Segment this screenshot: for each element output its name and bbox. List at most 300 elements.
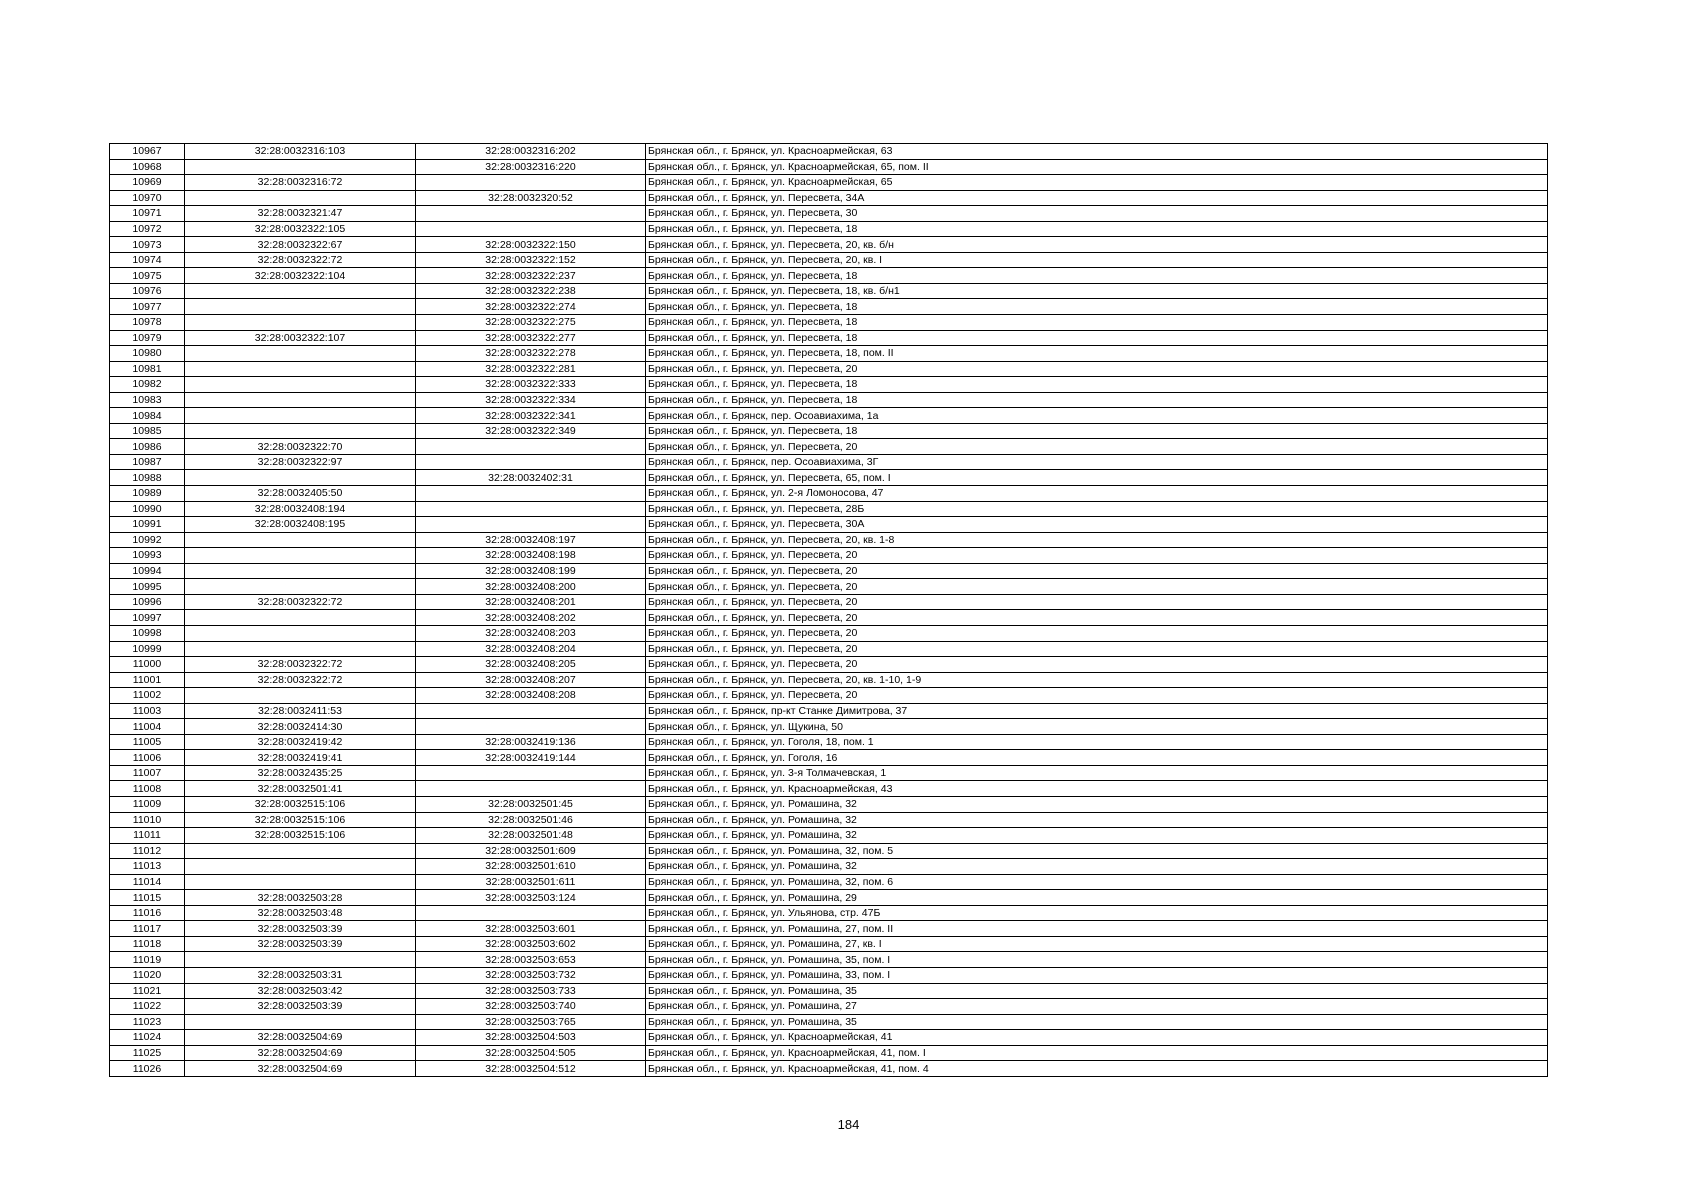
table-row bbox=[110, 905, 1548, 921]
table-row bbox=[110, 268, 1548, 284]
row-number-cell: 10967 bbox=[110, 144, 185, 160]
building-cadastral-cell: 32:28:0032408:203 bbox=[416, 625, 646, 641]
row-number-cell: 11020 bbox=[110, 967, 185, 983]
address-cell: Брянская обл., г. Брянск, ул. Пересвета, 20 bbox=[646, 439, 1548, 455]
row-number-cell: 10984 bbox=[110, 408, 185, 424]
row-number-cell: 10995 bbox=[110, 579, 185, 595]
table-row bbox=[110, 1014, 1548, 1030]
row-number-cell: 11008 bbox=[110, 781, 185, 797]
parcel-cadastral-cell: 32:28:0032322:72 bbox=[185, 657, 416, 673]
parcel-cadastral-cell bbox=[185, 377, 416, 393]
address-cell: Брянская обл., г. Брянск, ул. Красноармейская, 41, пом. 4 bbox=[646, 1061, 1548, 1077]
parcel-cadastral-cell: 32:28:0032405:50 bbox=[185, 486, 416, 502]
address-cell: Брянская обл., г. Брянск, ул. 3-я Толмачевская, 1 bbox=[646, 765, 1548, 781]
parcel-cadastral-cell: 32:28:0032321:47 bbox=[185, 206, 416, 222]
address-cell: Брянская обл., г. Брянск, ул. Пересвета, 20 bbox=[646, 641, 1548, 657]
table-row bbox=[110, 346, 1548, 362]
building-cadastral-cell: 32:28:0032408:198 bbox=[416, 548, 646, 564]
building-cadastral-cell: 32:28:0032322:334 bbox=[416, 392, 646, 408]
building-cadastral-cell: 32:28:0032503:602 bbox=[416, 936, 646, 952]
table-row bbox=[110, 641, 1548, 657]
parcel-cadastral-cell: 32:28:0032322:104 bbox=[185, 268, 416, 284]
row-number-cell: 11000 bbox=[110, 657, 185, 673]
address-cell: Брянская обл., г. Брянск, ул. Пересвета, 20 bbox=[646, 594, 1548, 610]
page-number: 184 bbox=[837, 1117, 860, 1132]
parcel-cadastral-cell: 32:28:0032501:41 bbox=[185, 781, 416, 797]
parcel-cadastral-cell: 32:28:0032408:194 bbox=[185, 501, 416, 517]
table-row bbox=[110, 361, 1548, 377]
table-row bbox=[110, 517, 1548, 533]
parcel-cadastral-cell bbox=[185, 408, 416, 424]
parcel-cadastral-cell: 32:28:0032504:69 bbox=[185, 1061, 416, 1077]
table-row bbox=[110, 1030, 1548, 1046]
parcel-cadastral-cell: 32:28:0032322:97 bbox=[185, 454, 416, 470]
row-number-cell: 10992 bbox=[110, 532, 185, 548]
table-row bbox=[110, 828, 1548, 844]
address-cell: Брянская обл., г. Брянск, ул. Пересвета, 18, пом. II bbox=[646, 346, 1548, 362]
building-cadastral-cell: 32:28:0032408:197 bbox=[416, 532, 646, 548]
table-row bbox=[110, 299, 1548, 315]
address-cell: Брянская обл., г. Брянск, ул. Ромашина, 33, пом. I bbox=[646, 967, 1548, 983]
row-number-cell: 10983 bbox=[110, 392, 185, 408]
table-row bbox=[110, 750, 1548, 766]
building-cadastral-cell: 32:28:0032504:503 bbox=[416, 1030, 646, 1046]
row-number-cell: 11012 bbox=[110, 843, 185, 859]
parcel-cadastral-cell: 32:28:0032322:72 bbox=[185, 252, 416, 268]
parcel-cadastral-cell: 32:28:0032503:31 bbox=[185, 967, 416, 983]
row-number-cell: 11010 bbox=[110, 812, 185, 828]
table-row bbox=[110, 439, 1548, 455]
building-cadastral-cell bbox=[416, 765, 646, 781]
parcel-cadastral-cell: 32:28:0032515:106 bbox=[185, 828, 416, 844]
parcel-cadastral-cell: 32:28:0032503:28 bbox=[185, 890, 416, 906]
row-number-cell: 11004 bbox=[110, 719, 185, 735]
table-row bbox=[110, 890, 1548, 906]
address-cell: Брянская обл., г. Брянск, ул. Пересвета, 18 bbox=[646, 392, 1548, 408]
parcel-cadastral-cell: 32:28:0032503:39 bbox=[185, 936, 416, 952]
table-row bbox=[110, 765, 1548, 781]
address-cell: Брянская обл., г. Брянск, ул. Гоголя, 16 bbox=[646, 750, 1548, 766]
table-row bbox=[110, 159, 1548, 175]
parcel-cadastral-cell: 32:28:0032504:69 bbox=[185, 1045, 416, 1061]
building-cadastral-cell: 32:28:0032408:208 bbox=[416, 688, 646, 704]
building-cadastral-cell: 32:28:0032322:277 bbox=[416, 330, 646, 346]
building-cadastral-cell: 32:28:0032503:765 bbox=[416, 1014, 646, 1030]
building-cadastral-cell: 32:28:0032501:48 bbox=[416, 828, 646, 844]
address-cell: Брянская обл., г. Брянск, ул. Пересвета, 18 bbox=[646, 330, 1548, 346]
parcel-cadastral-cell bbox=[185, 625, 416, 641]
row-number-cell: 10969 bbox=[110, 175, 185, 191]
parcel-cadastral-cell bbox=[185, 470, 416, 486]
table-row bbox=[110, 967, 1548, 983]
row-number-cell: 10972 bbox=[110, 221, 185, 237]
address-cell: Брянская обл., г. Брянск, ул. Пересвета, 18 bbox=[646, 221, 1548, 237]
building-cadastral-cell: 32:28:0032322:275 bbox=[416, 315, 646, 331]
table-row bbox=[110, 579, 1548, 595]
table-row bbox=[110, 843, 1548, 859]
parcel-cadastral-cell bbox=[185, 548, 416, 564]
building-cadastral-cell: 32:28:0032322:152 bbox=[416, 252, 646, 268]
parcel-cadastral-cell bbox=[185, 346, 416, 362]
address-cell: Брянская обл., г. Брянск, ул. Пересвета, 65, пом. I bbox=[646, 470, 1548, 486]
address-cell: Брянская обл., г. Брянск, ул. Пересвета, 20, кв. 1-10, 1-9 bbox=[646, 672, 1548, 688]
table-row bbox=[110, 252, 1548, 268]
parcel-cadastral-cell: 32:28:0032316:72 bbox=[185, 175, 416, 191]
row-number-cell: 10979 bbox=[110, 330, 185, 346]
table-row bbox=[110, 1045, 1548, 1061]
parcel-cadastral-cell: 32:28:0032414:30 bbox=[185, 719, 416, 735]
address-cell: Брянская обл., г. Брянск, ул. Пересвета, 30А bbox=[646, 517, 1548, 533]
building-cadastral-cell bbox=[416, 175, 646, 191]
table-row bbox=[110, 921, 1548, 937]
building-cadastral-cell: 32:28:0032322:150 bbox=[416, 237, 646, 253]
table-row bbox=[110, 625, 1548, 641]
address-cell: Брянская обл., г. Брянск, пер. Осоавиахима, 3Г bbox=[646, 454, 1548, 470]
address-cell: Брянская обл., г. Брянск, ул. Пересвета, 20 bbox=[646, 361, 1548, 377]
row-number-cell: 11025 bbox=[110, 1045, 185, 1061]
address-cell: Брянская обл., г. Брянск, ул. Пересвета, 18 bbox=[646, 423, 1548, 439]
building-cadastral-cell: 32:28:0032408:204 bbox=[416, 641, 646, 657]
row-number-cell: 10996 bbox=[110, 594, 185, 610]
parcel-cadastral-cell: 32:28:0032322:107 bbox=[185, 330, 416, 346]
building-cadastral-cell: 32:28:0032322:238 bbox=[416, 283, 646, 299]
table-row bbox=[110, 486, 1548, 502]
table-row bbox=[110, 454, 1548, 470]
row-number-cell: 11022 bbox=[110, 999, 185, 1015]
address-cell: Брянская обл., г. Брянск, ул. Пересвета, 20 bbox=[646, 657, 1548, 673]
parcel-cadastral-cell bbox=[185, 392, 416, 408]
row-number-cell: 10975 bbox=[110, 268, 185, 284]
building-cadastral-cell: 32:28:0032408:205 bbox=[416, 657, 646, 673]
address-cell: Брянская обл., г. Брянск, пер. Осоавиахима, 1а bbox=[646, 408, 1548, 424]
address-cell: Брянская обл., г. Брянск, ул. Пересвета, 20, кв. 1-8 bbox=[646, 532, 1548, 548]
row-number-cell: 11016 bbox=[110, 905, 185, 921]
address-cell: Брянская обл., г. Брянск, ул. Щукина, 50 bbox=[646, 719, 1548, 735]
row-number-cell: 11007 bbox=[110, 765, 185, 781]
parcel-cadastral-cell bbox=[185, 361, 416, 377]
row-number-cell: 11006 bbox=[110, 750, 185, 766]
building-cadastral-cell bbox=[416, 439, 646, 455]
building-cadastral-cell: 32:28:0032322:333 bbox=[416, 377, 646, 393]
row-number-cell: 11024 bbox=[110, 1030, 185, 1046]
table-row bbox=[110, 796, 1548, 812]
row-number-cell: 10971 bbox=[110, 206, 185, 222]
row-number-cell: 11018 bbox=[110, 936, 185, 952]
building-cadastral-cell bbox=[416, 501, 646, 517]
parcel-cadastral-cell: 32:28:0032411:53 bbox=[185, 703, 416, 719]
row-number-cell: 10977 bbox=[110, 299, 185, 315]
building-cadastral-cell: 32:28:0032501:46 bbox=[416, 812, 646, 828]
address-cell: Брянская обл., г. Брянск, ул. Ромашина, 35 bbox=[646, 983, 1548, 999]
row-number-cell: 10987 bbox=[110, 454, 185, 470]
parcel-cadastral-cell: 32:28:0032322:67 bbox=[185, 237, 416, 253]
address-cell: Брянская обл., г. Брянск, ул. Красноармейская, 63 bbox=[646, 144, 1548, 160]
building-cadastral-cell bbox=[416, 781, 646, 797]
address-cell: Брянская обл., г. Брянск, ул. Ромашина, 35 bbox=[646, 1014, 1548, 1030]
table-row bbox=[110, 657, 1548, 673]
table-row bbox=[110, 812, 1548, 828]
table-row bbox=[110, 423, 1548, 439]
row-number-cell: 10997 bbox=[110, 610, 185, 626]
table-row bbox=[110, 703, 1548, 719]
row-number-cell: 11015 bbox=[110, 890, 185, 906]
building-cadastral-cell bbox=[416, 454, 646, 470]
building-cadastral-cell: 32:28:0032501:611 bbox=[416, 874, 646, 890]
table-row bbox=[110, 999, 1548, 1015]
row-number-cell: 11003 bbox=[110, 703, 185, 719]
row-number-cell: 10994 bbox=[110, 563, 185, 579]
table-row bbox=[110, 952, 1548, 968]
table-body bbox=[110, 144, 1548, 1077]
address-cell: Брянская обл., г. Брянск, ул. Красноармейская, 43 bbox=[646, 781, 1548, 797]
building-cadastral-cell: 32:28:0032408:202 bbox=[416, 610, 646, 626]
address-cell: Брянская обл., г. Брянск, ул. Пересвета, 34А bbox=[646, 190, 1548, 206]
building-cadastral-cell: 32:28:0032419:144 bbox=[416, 750, 646, 766]
parcel-cadastral-cell: 32:28:0032316:103 bbox=[185, 144, 416, 160]
row-number-cell: 11013 bbox=[110, 859, 185, 875]
building-cadastral-cell bbox=[416, 905, 646, 921]
parcel-cadastral-cell: 32:28:0032515:106 bbox=[185, 812, 416, 828]
building-cadastral-cell bbox=[416, 719, 646, 735]
address-cell: Брянская обл., г. Брянск, ул. Пересвета, 20, кв. б/н bbox=[646, 237, 1548, 253]
building-cadastral-cell: 32:28:0032408:207 bbox=[416, 672, 646, 688]
parcel-cadastral-cell bbox=[185, 190, 416, 206]
parcel-cadastral-cell bbox=[185, 299, 416, 315]
table-row bbox=[110, 237, 1548, 253]
building-cadastral-cell: 32:28:0032501:609 bbox=[416, 843, 646, 859]
building-cadastral-cell bbox=[416, 517, 646, 533]
table-row bbox=[110, 470, 1548, 486]
row-number-cell: 11017 bbox=[110, 921, 185, 937]
building-cadastral-cell: 32:28:0032408:200 bbox=[416, 579, 646, 595]
table-row bbox=[110, 392, 1548, 408]
address-cell: Брянская обл., г. Брянск, ул. 2-я Ломоносова, 47 bbox=[646, 486, 1548, 502]
building-cadastral-cell: 32:28:0032320:52 bbox=[416, 190, 646, 206]
row-number-cell: 10988 bbox=[110, 470, 185, 486]
row-number-cell: 10973 bbox=[110, 237, 185, 253]
table-row bbox=[110, 734, 1548, 750]
row-number-cell: 10993 bbox=[110, 548, 185, 564]
address-cell: Брянская обл., г. Брянск, ул. Красноармейская, 41 bbox=[646, 1030, 1548, 1046]
address-cell: Брянская обл., г. Брянск, ул. Ромашина, 32 bbox=[646, 859, 1548, 875]
parcel-cadastral-cell bbox=[185, 283, 416, 299]
parcel-cadastral-cell: 32:28:0032435:25 bbox=[185, 765, 416, 781]
building-cadastral-cell bbox=[416, 221, 646, 237]
building-cadastral-cell: 32:28:0032322:281 bbox=[416, 361, 646, 377]
row-number-cell: 11023 bbox=[110, 1014, 185, 1030]
table-row bbox=[110, 408, 1548, 424]
address-cell: Брянская обл., г. Брянск, ул. Пересвета, 20 bbox=[646, 548, 1548, 564]
parcel-cadastral-cell: 32:28:0032322:72 bbox=[185, 672, 416, 688]
table-row bbox=[110, 532, 1548, 548]
row-number-cell: 11021 bbox=[110, 983, 185, 999]
table-row bbox=[110, 315, 1548, 331]
address-cell: Брянская обл., г. Брянск, ул. Ромашина, 29 bbox=[646, 890, 1548, 906]
building-cadastral-cell: 32:28:0032504:512 bbox=[416, 1061, 646, 1077]
address-cell: Брянская обл., г. Брянск, ул. Пересвета, 18 bbox=[646, 377, 1548, 393]
row-number-cell: 11014 bbox=[110, 874, 185, 890]
table-row bbox=[110, 874, 1548, 890]
address-cell: Брянская обл., г. Брянск, ул. Ромашина, 32 bbox=[646, 812, 1548, 828]
row-number-cell: 11019 bbox=[110, 952, 185, 968]
table-row bbox=[110, 859, 1548, 875]
row-number-cell: 10980 bbox=[110, 346, 185, 362]
table-row bbox=[110, 206, 1548, 222]
cadastral-table bbox=[109, 143, 1548, 1077]
address-cell: Брянская обл., г. Брянск, ул. Красноармейская, 41, пом. I bbox=[646, 1045, 1548, 1061]
table-row bbox=[110, 175, 1548, 191]
address-cell: Брянская обл., г. Брянск, ул. Пересвета, 20 bbox=[646, 579, 1548, 595]
building-cadastral-cell bbox=[416, 703, 646, 719]
address-cell: Брянская обл., г. Брянск, ул. Пересвета, 18 bbox=[646, 268, 1548, 284]
parcel-cadastral-cell bbox=[185, 610, 416, 626]
building-cadastral-cell: 32:28:0032501:45 bbox=[416, 796, 646, 812]
address-cell: Брянская обл., г. Брянск, ул. Ромашина, 32 bbox=[646, 828, 1548, 844]
table-row bbox=[110, 190, 1548, 206]
parcel-cadastral-cell bbox=[185, 641, 416, 657]
building-cadastral-cell: 32:28:0032316:220 bbox=[416, 159, 646, 175]
address-cell: Брянская обл., г. Брянск, ул. Ромашина, 32, пом. 5 bbox=[646, 843, 1548, 859]
parcel-cadastral-cell bbox=[185, 688, 416, 704]
table-row bbox=[110, 936, 1548, 952]
parcel-cadastral-cell: 32:28:0032419:41 bbox=[185, 750, 416, 766]
table-row bbox=[110, 144, 1548, 160]
parcel-cadastral-cell: 32:28:0032419:42 bbox=[185, 734, 416, 750]
table-row bbox=[110, 330, 1548, 346]
parcel-cadastral-cell bbox=[185, 859, 416, 875]
parcel-cadastral-cell bbox=[185, 1014, 416, 1030]
address-cell: Брянская обл., г. Брянск, ул. Красноармейская, 65 bbox=[646, 175, 1548, 191]
building-cadastral-cell: 32:28:0032501:610 bbox=[416, 859, 646, 875]
parcel-cadastral-cell: 32:28:0032503:39 bbox=[185, 999, 416, 1015]
address-cell: Брянская обл., г. Брянск, ул. Пересвета, 18, кв. б/н1 bbox=[646, 283, 1548, 299]
row-number-cell: 10970 bbox=[110, 190, 185, 206]
row-number-cell: 10998 bbox=[110, 625, 185, 641]
building-cadastral-cell: 32:28:0032503:653 bbox=[416, 952, 646, 968]
parcel-cadastral-cell: 32:28:0032322:72 bbox=[185, 594, 416, 610]
row-number-cell: 10990 bbox=[110, 501, 185, 517]
address-cell: Брянская обл., г. Брянск, ул. Красноармейская, 65, пом. II bbox=[646, 159, 1548, 175]
row-number-cell: 11026 bbox=[110, 1061, 185, 1077]
table-row bbox=[110, 563, 1548, 579]
building-cadastral-cell bbox=[416, 206, 646, 222]
parcel-cadastral-cell: 32:28:0032504:69 bbox=[185, 1030, 416, 1046]
building-cadastral-cell: 32:28:0032419:136 bbox=[416, 734, 646, 750]
table-row bbox=[110, 377, 1548, 393]
address-cell: Брянская обл., г. Брянск, пр-кт Станке Димитрова, 37 bbox=[646, 703, 1548, 719]
address-cell: Брянская обл., г. Брянск, ул. Пересвета, 18 bbox=[646, 299, 1548, 315]
table-row bbox=[110, 719, 1548, 735]
parcel-cadastral-cell: 32:28:0032503:48 bbox=[185, 905, 416, 921]
building-cadastral-cell: 32:28:0032408:201 bbox=[416, 594, 646, 610]
row-number-cell: 10976 bbox=[110, 283, 185, 299]
row-number-cell: 11009 bbox=[110, 796, 185, 812]
parcel-cadastral-cell: 32:28:0032503:42 bbox=[185, 983, 416, 999]
parcel-cadastral-cell bbox=[185, 843, 416, 859]
row-number-cell: 10968 bbox=[110, 159, 185, 175]
address-cell: Брянская обл., г. Брянск, ул. Пересвета, 30 bbox=[646, 206, 1548, 222]
building-cadastral-cell: 32:28:0032322:341 bbox=[416, 408, 646, 424]
table-row bbox=[110, 983, 1548, 999]
parcel-cadastral-cell: 32:28:0032515:106 bbox=[185, 796, 416, 812]
parcel-cadastral-cell bbox=[185, 874, 416, 890]
address-cell: Брянская обл., г. Брянск, ул. Пересвета, 20, кв. I bbox=[646, 252, 1548, 268]
address-cell: Брянская обл., г. Брянск, ул. Ромашина, 27 bbox=[646, 999, 1548, 1015]
table-row bbox=[110, 221, 1548, 237]
row-number-cell: 10991 bbox=[110, 517, 185, 533]
row-number-cell: 11005 bbox=[110, 734, 185, 750]
building-cadastral-cell: 32:28:0032402:31 bbox=[416, 470, 646, 486]
table-row bbox=[110, 688, 1548, 704]
parcel-cadastral-cell: 32:28:0032408:195 bbox=[185, 517, 416, 533]
parcel-cadastral-cell bbox=[185, 579, 416, 595]
building-cadastral-cell: 32:28:0032322:237 bbox=[416, 268, 646, 284]
address-cell: Брянская обл., г. Брянск, ул. Пересвета, 20 bbox=[646, 625, 1548, 641]
row-number-cell: 10982 bbox=[110, 377, 185, 393]
building-cadastral-cell: 32:28:0032316:202 bbox=[416, 144, 646, 160]
building-cadastral-cell: 32:28:0032322:349 bbox=[416, 423, 646, 439]
building-cadastral-cell: 32:28:0032322:278 bbox=[416, 346, 646, 362]
parcel-cadastral-cell: 32:28:0032322:70 bbox=[185, 439, 416, 455]
parcel-cadastral-cell bbox=[185, 423, 416, 439]
building-cadastral-cell bbox=[416, 486, 646, 502]
table-row bbox=[110, 548, 1548, 564]
address-cell: Брянская обл., г. Брянск, ул. Пересвета, 28Б bbox=[646, 501, 1548, 517]
building-cadastral-cell: 32:28:0032503:740 bbox=[416, 999, 646, 1015]
parcel-cadastral-cell bbox=[185, 952, 416, 968]
parcel-cadastral-cell bbox=[185, 159, 416, 175]
building-cadastral-cell: 32:28:0032503:732 bbox=[416, 967, 646, 983]
table-row bbox=[110, 283, 1548, 299]
building-cadastral-cell: 32:28:0032503:733 bbox=[416, 983, 646, 999]
address-cell: Брянская обл., г. Брянск, ул. Пересвета, 20 bbox=[646, 610, 1548, 626]
parcel-cadastral-cell bbox=[185, 563, 416, 579]
address-cell: Брянская обл., г. Брянск, ул. Ромашина, 32 bbox=[646, 796, 1548, 812]
row-number-cell: 10978 bbox=[110, 315, 185, 331]
row-number-cell: 10985 bbox=[110, 423, 185, 439]
row-number-cell: 10989 bbox=[110, 486, 185, 502]
table-row bbox=[110, 672, 1548, 688]
building-cadastral-cell: 32:28:0032504:505 bbox=[416, 1045, 646, 1061]
row-number-cell: 11002 bbox=[110, 688, 185, 704]
building-cadastral-cell: 32:28:0032503:124 bbox=[416, 890, 646, 906]
address-cell: Брянская обл., г. Брянск, ул. Ромашина, 27, кв. I bbox=[646, 936, 1548, 952]
parcel-cadastral-cell bbox=[185, 315, 416, 331]
row-number-cell: 10999 bbox=[110, 641, 185, 657]
address-cell: Брянская обл., г. Брянск, ул. Пересвета, 20 bbox=[646, 563, 1548, 579]
parcel-cadastral-cell: 32:28:0032322:105 bbox=[185, 221, 416, 237]
address-cell: Брянская обл., г. Брянск, ул. Ромашина, 32, пом. 6 bbox=[646, 874, 1548, 890]
row-number-cell: 11011 bbox=[110, 828, 185, 844]
table-row bbox=[110, 781, 1548, 797]
address-cell: Брянская обл., г. Брянск, ул. Гоголя, 18, пом. 1 bbox=[646, 734, 1548, 750]
address-cell: Брянская обл., г. Брянск, ул. Ромашина, 35, пом. I bbox=[646, 952, 1548, 968]
parcel-cadastral-cell bbox=[185, 532, 416, 548]
building-cadastral-cell: 32:28:0032322:274 bbox=[416, 299, 646, 315]
address-cell: Брянская обл., г. Брянск, ул. Ромашина, 27, пом. II bbox=[646, 921, 1548, 937]
address-cell: Брянская обл., г. Брянск, ул. Ульянова, стр. 47Б bbox=[646, 905, 1548, 921]
table-row bbox=[110, 610, 1548, 626]
row-number-cell: 10974 bbox=[110, 252, 185, 268]
parcel-cadastral-cell: 32:28:0032503:39 bbox=[185, 921, 416, 937]
building-cadastral-cell: 32:28:0032503:601 bbox=[416, 921, 646, 937]
table-row bbox=[110, 501, 1548, 517]
table-row bbox=[110, 594, 1548, 610]
table-row bbox=[110, 1061, 1548, 1077]
address-cell: Брянская обл., г. Брянск, ул. Пересвета, 20 bbox=[646, 688, 1548, 704]
building-cadastral-cell: 32:28:0032408:199 bbox=[416, 563, 646, 579]
row-number-cell: 10981 bbox=[110, 361, 185, 377]
